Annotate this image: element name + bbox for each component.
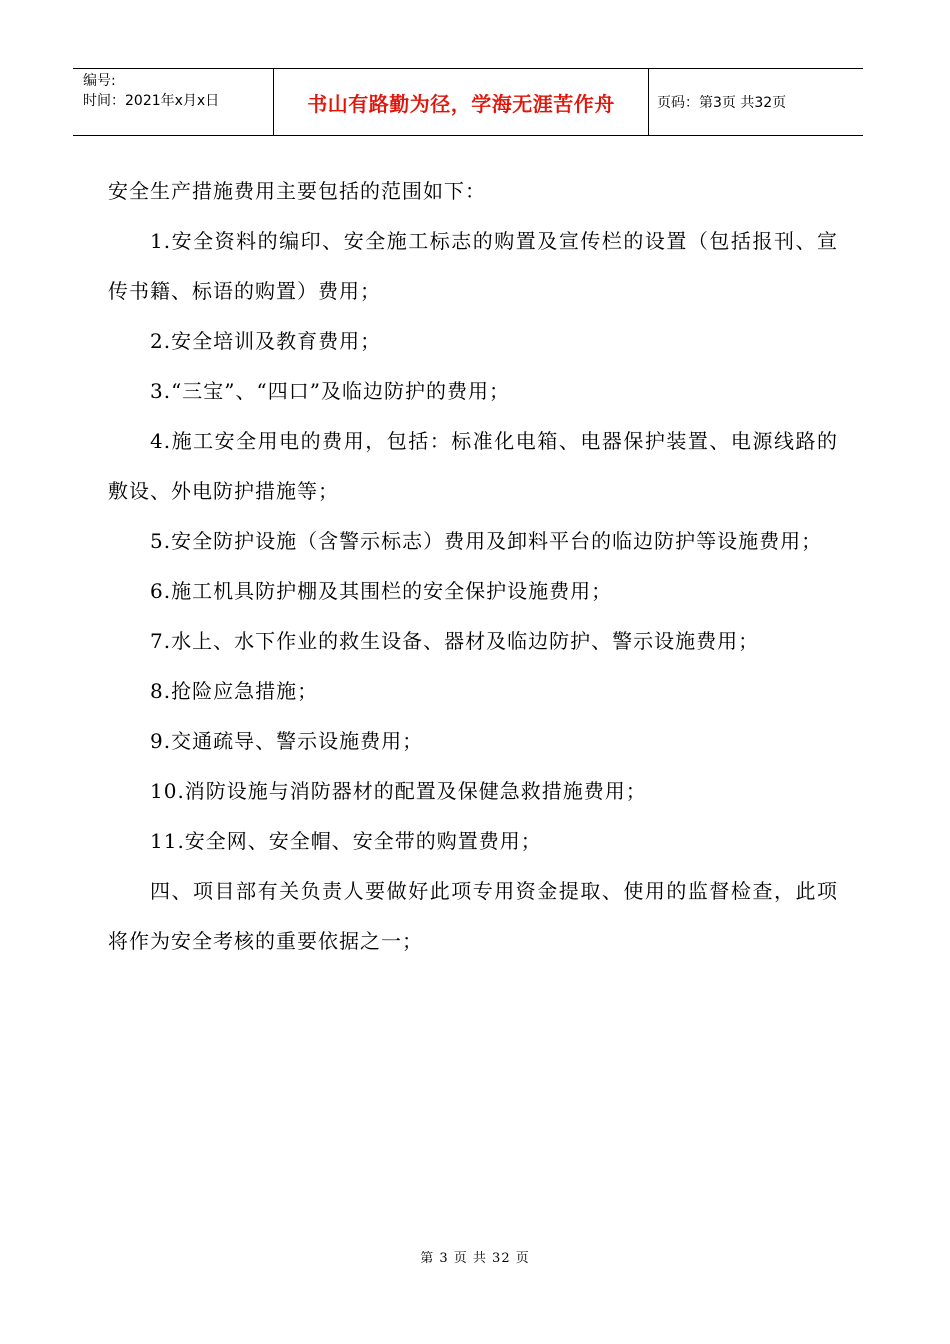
document-header	[73, 68, 863, 136]
list-item: 1.安全资料的编印、安全施工标志的购置及宣传栏的设置（包括报刊、宣传书籍、标语的购置）费用；	[108, 229, 838, 303]
document-number-label: 编号:	[83, 73, 116, 89]
header-meta-cell	[73, 69, 274, 135]
list-item: 4.施工安全用电的费用，包括：标准化电箱、电器保护装置、电源线路的敷设、外电防护措施等；	[108, 429, 838, 503]
list-item: 9.交通疏导、警示设施费用；	[150, 729, 424, 753]
document-date-label: 时间：2021年x月x日	[83, 93, 220, 109]
list-item: 11.安全网、安全帽、安全带的购置费用；	[150, 829, 542, 853]
list-item: 3.“三宝”、“四口”及临边防护的费用；	[150, 379, 510, 403]
list-item: 7.水上、水下作业的救生设备、器材及临边防护、警示设施费用；	[150, 629, 760, 653]
list-item: 5.安全防护设施（含警示标志）费用及卸料平台的临边防护等设施费用；	[150, 529, 823, 553]
header-page-cell	[649, 69, 863, 135]
footer-page-number: 第 3 页 共 32 页	[420, 1251, 530, 1266]
section-four-paragraph: 四、项目部有关负责人要做好此项专用资金提取、使用的监督检查，此项将作为安全考核的重要依据之一；	[108, 879, 838, 953]
list-item: 10.消防设施与消防器材的配置及保健急救措施费用；	[150, 779, 647, 803]
header-motto-cell	[274, 69, 649, 135]
page-footer	[0, 1247, 950, 1266]
document-body	[108, 166, 838, 966]
header-page-info: 页码：第3页 共32页	[657, 95, 787, 111]
list-item: 8.抢险应急措施；	[150, 679, 319, 703]
list-item: 6.施工机具防护棚及其围栏的安全保护设施费用；	[150, 579, 613, 603]
list-item: 2.安全培训及教育费用；	[150, 329, 382, 353]
intro-paragraph: 安全生产措施费用主要包括的范围如下：	[108, 179, 486, 203]
header-motto: 书山有路勤为径，学海无涯苦作舟	[307, 91, 615, 116]
